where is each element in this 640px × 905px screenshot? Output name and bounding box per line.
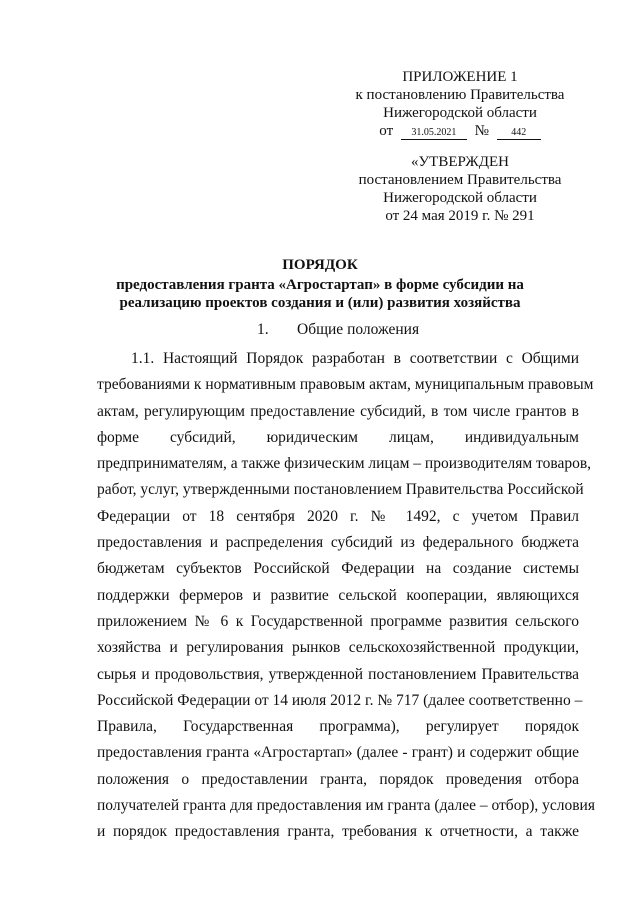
paragraph-line: хозяйства и регулирования рынков сельскохозяйственной продукции,: [97, 639, 579, 657]
document-title: ПОРЯДОК: [282, 257, 358, 273]
document-subtitle-line-2: реализацию проектов создания и (или) развития хозяйства: [119, 295, 521, 311]
paragraph-line: Российской Федерации от 14 июля 2012 г. № 717 (далее соответственно –: [97, 691, 583, 709]
number-value: 442: [497, 127, 541, 140]
paragraph-line: предпринимателям, а также физическим лицам – производителям товаров,: [97, 455, 592, 473]
paragraph-line: требованиями к нормативным правовым актам, муниципальным правовым: [97, 376, 594, 394]
paragraph-line: актам, регулирующим предоставление субсидий, в том числе грантов в: [97, 402, 579, 420]
paragraph-line: Правила, Государственная программа), регулирует порядок: [97, 718, 579, 736]
document-subtitle-line-1: предоставления гранта «Агростартап» в форме субсидии на: [116, 277, 524, 293]
approved-line-4: от 24 мая 2019 г. № 291: [385, 208, 535, 224]
paragraph-line: приложением № 6 к Государственной программе развития сельского: [97, 612, 579, 630]
number-sign: №: [474, 123, 489, 139]
section-number: 1.: [257, 321, 269, 338]
paragraph-line: сырья и продовольствия, утвержденной постановлением Правительства: [97, 665, 579, 683]
paragraph-line: Федерации от 18 сентября 2020 г. № 1492, с учетом Правил: [97, 507, 579, 525]
paragraph-1-1: [97, 346, 595, 846]
date-value: 31.05.2021: [401, 127, 467, 140]
paragraph-line: получателей гранта для предоставления им гранта (далее – отбор), условия: [97, 797, 595, 815]
appendix-title: ПРИЛОЖЕНИЕ 1: [402, 69, 518, 85]
document-title-block: [60, 256, 580, 312]
paragraph-line: бюджетам субъектов Российской Федерации на создание системы: [97, 560, 579, 578]
appendix-header: [340, 68, 580, 140]
paragraph-line: 1.1. Настоящий Порядок разработан в соответствии с Общими: [131, 350, 579, 367]
paragraph-line: форме субсидий, юридическим лицам, индивидуальным: [97, 428, 579, 446]
paragraph-line: работ, услуг, утвержденными постановлением Правительства Российской: [97, 481, 584, 499]
approved-line-3: Нижегородской области: [383, 190, 537, 206]
paragraph-line: поддержки фермеров и развитие сельской кооперации, являющихся: [97, 586, 579, 604]
appendix-date-line: [340, 122, 580, 140]
paragraph-line: предоставления и распределения субсидий из федерального бюджета: [97, 534, 579, 552]
appendix-line-2: к постановлению Правительства: [355, 87, 565, 103]
approved-header: [340, 153, 580, 225]
section-heading: [257, 321, 419, 339]
approved-line-1: «УТВЕРЖДЕН: [411, 154, 509, 170]
paragraph-line: положения о предоставлении гранта, порядок проведения отбора: [97, 770, 579, 788]
appendix-line-3: Нижегородской области: [383, 105, 537, 121]
date-prefix: от: [379, 123, 394, 139]
section-title: Общие положения: [297, 321, 420, 338]
approved-line-2: постановлением Правительства: [358, 172, 562, 188]
paragraph-line: и порядок предоставления гранта, требования к отчетности, а также: [97, 823, 579, 841]
paragraph-line: предоставления гранта «Агростартап» (далее - грант) и содержит общие: [97, 744, 579, 762]
